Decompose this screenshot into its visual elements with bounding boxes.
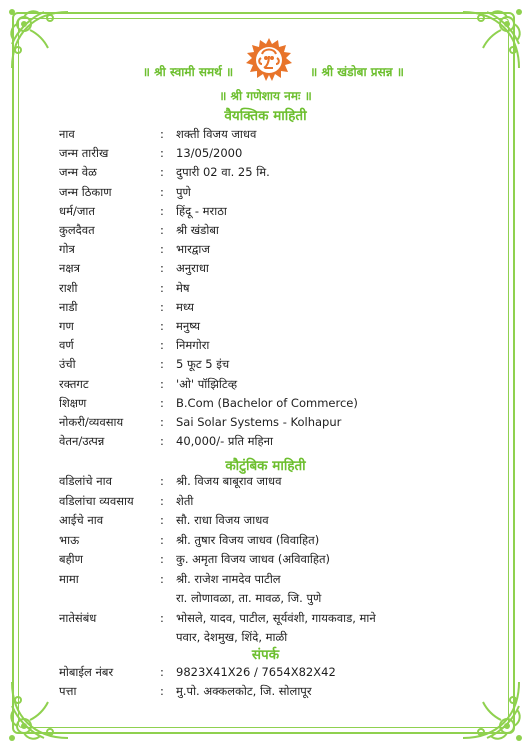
detail-separator: : bbox=[160, 532, 164, 547]
detail-row bbox=[0, 281, 531, 300]
detail-row bbox=[0, 165, 531, 184]
detail-separator: : bbox=[160, 203, 164, 218]
detail-separator: : bbox=[160, 434, 164, 449]
detail-separator: : bbox=[160, 319, 164, 333]
detail-value: 13/05/2000 bbox=[176, 146, 243, 161]
detail-row bbox=[0, 242, 531, 261]
detail-label: गोत्र bbox=[59, 242, 75, 257]
header-left-blessing: ॥ श्री स्वामी समर्थ ॥ bbox=[142, 65, 234, 79]
header-right-blessing: ॥ श्री खंडोबा प्रसन्न ॥ bbox=[310, 65, 404, 79]
detail-separator: : bbox=[160, 165, 164, 180]
detail-row bbox=[0, 533, 531, 552]
detail-label: जन्म वेळ bbox=[59, 165, 97, 180]
detail-label: मोबाईल नंबर bbox=[59, 665, 114, 679]
detail-label: वर्ण bbox=[59, 338, 74, 353]
detail-separator: : bbox=[160, 223, 164, 237]
detail-row bbox=[0, 611, 531, 645]
detail-label: राशी bbox=[59, 280, 78, 295]
detail-separator: : bbox=[160, 493, 164, 508]
detail-value: B.Com (Bachelor of Commerce) bbox=[176, 395, 358, 410]
detail-label: वडिलांचा व्यवसाय bbox=[59, 493, 134, 508]
detail-separator: : bbox=[160, 242, 164, 257]
detail-label: जन्म तारीख bbox=[59, 146, 109, 161]
detail-separator: : bbox=[160, 338, 164, 353]
detail-value: हिंदू - मराठा bbox=[176, 203, 227, 218]
detail-label: जन्म ठिकाण bbox=[59, 184, 112, 199]
detail-row bbox=[0, 684, 531, 703]
detail-value: श्री खंडोबा bbox=[176, 223, 219, 237]
detail-label: गण bbox=[59, 319, 74, 333]
detail-label: भाऊ bbox=[59, 532, 80, 547]
detail-value-continued: रा. लोणावळा, ता. मावळ, जि. पुणे bbox=[176, 591, 322, 605]
detail-row bbox=[0, 300, 531, 319]
detail-separator: : bbox=[160, 280, 164, 295]
detail-value: 9823X41X26 / 7654X82X42 bbox=[176, 665, 336, 679]
detail-row bbox=[0, 552, 531, 571]
detail-value: 5 फूट 5 इंच bbox=[176, 357, 230, 372]
detail-row bbox=[0, 261, 531, 280]
detail-row bbox=[0, 185, 531, 204]
detail-label: नोकरी/व्यवसाय bbox=[59, 415, 124, 429]
detail-label: वेतन/उत्पन्न bbox=[59, 434, 105, 449]
detail-row bbox=[0, 396, 531, 415]
detail-value: मनुष्य bbox=[176, 319, 201, 333]
section-title-personal: वैयक्तिक माहिती bbox=[224, 108, 307, 124]
detail-separator: : bbox=[160, 552, 164, 567]
detail-separator: : bbox=[160, 415, 164, 429]
detail-row bbox=[0, 434, 531, 453]
detail-separator: : bbox=[160, 184, 164, 199]
detail-separator: : bbox=[160, 513, 164, 528]
detail-separator: : bbox=[160, 261, 164, 276]
detail-label: नातेसंबंध bbox=[59, 611, 97, 626]
detail-separator: : bbox=[160, 376, 164, 391]
section-title-family: कौटुंबिक माहिती bbox=[225, 458, 306, 474]
detail-row bbox=[0, 338, 531, 357]
detail-row bbox=[0, 146, 531, 165]
detail-label: रक्तगट bbox=[59, 376, 89, 391]
detail-row bbox=[0, 357, 531, 376]
detail-value: भोसले, यादव, पाटील, सूर्यवंशी, गायकवाड, माने bbox=[176, 611, 376, 626]
detail-separator: : bbox=[160, 665, 164, 679]
detail-value: भारद्वाज bbox=[176, 242, 210, 257]
detail-value-continued: पवार, देशमुख, शिंदे, माळी bbox=[176, 630, 288, 645]
detail-value: मेष bbox=[176, 280, 190, 295]
detail-label: कुलदैवत bbox=[59, 223, 95, 237]
detail-row bbox=[0, 377, 531, 396]
detail-label: मामा bbox=[59, 572, 79, 586]
detail-value: अनुराधा bbox=[176, 261, 209, 276]
detail-separator: : bbox=[160, 572, 164, 586]
detail-value: शेती bbox=[176, 493, 194, 508]
detail-separator: : bbox=[160, 684, 164, 699]
detail-separator: : bbox=[160, 299, 164, 314]
detail-label: नाव bbox=[59, 127, 75, 141]
detail-label: पत्ता bbox=[59, 684, 77, 699]
ganesha-emblem-icon bbox=[244, 36, 294, 86]
detail-value: दुपारी 02 वा. 25 मि. bbox=[176, 165, 270, 180]
detail-row bbox=[0, 665, 531, 684]
detail-value: मु.पो. अक्कलकोट, जि. सोलापूर bbox=[176, 684, 312, 699]
detail-row bbox=[0, 513, 531, 532]
detail-separator: : bbox=[160, 127, 164, 141]
detail-label: नाडी bbox=[59, 299, 78, 314]
detail-row bbox=[0, 474, 531, 493]
invocation-text: ॥ श्री गणेशाय नमः ॥ bbox=[219, 89, 312, 103]
detail-label: उंची bbox=[59, 357, 76, 372]
detail-row bbox=[0, 223, 531, 242]
detail-label: आईचे नाव bbox=[59, 513, 104, 528]
detail-label: बहीण bbox=[59, 552, 83, 567]
detail-value: शक्ती विजय जाधव bbox=[176, 127, 257, 141]
detail-value: निमगोरा bbox=[176, 338, 210, 353]
detail-value: 40,000/- प्रति महिना bbox=[176, 434, 273, 449]
detail-value: श्री. विजय बाबूराव जाधव bbox=[176, 474, 282, 488]
detail-label: शिक्षण bbox=[59, 395, 87, 410]
detail-label: नक्षत्र bbox=[59, 261, 80, 276]
detail-row bbox=[0, 572, 531, 605]
detail-separator: : bbox=[160, 611, 164, 626]
detail-value: श्री. राजेश नामदेव पाटील bbox=[176, 572, 281, 586]
detail-separator: : bbox=[160, 146, 164, 161]
detail-value: श्री. तुषार विजय जाधव (विवाहित) bbox=[176, 532, 320, 547]
detail-row bbox=[0, 494, 531, 513]
detail-row bbox=[0, 127, 531, 146]
detail-value: Sai Solar Systems - Kolhapur bbox=[176, 415, 342, 429]
detail-row bbox=[0, 415, 531, 434]
section-title-contact: संपर्क bbox=[251, 647, 280, 663]
detail-label: वडिलांचे नाव bbox=[59, 474, 113, 488]
detail-label: धर्म/जात bbox=[59, 203, 95, 218]
detail-value: सौ. राधा विजय जाधव bbox=[176, 513, 269, 528]
detail-separator: : bbox=[160, 474, 164, 488]
detail-separator: : bbox=[160, 357, 164, 372]
detail-value: मध्य bbox=[176, 299, 194, 314]
detail-value: पुणे bbox=[176, 184, 191, 199]
detail-value: कु. अमृता विजय जाधव (अविवाहित) bbox=[176, 552, 331, 567]
detail-separator: : bbox=[160, 395, 164, 410]
detail-value: 'ओ' पॉझिटिव्ह bbox=[176, 376, 238, 391]
detail-row bbox=[0, 319, 531, 338]
detail-row bbox=[0, 204, 531, 223]
